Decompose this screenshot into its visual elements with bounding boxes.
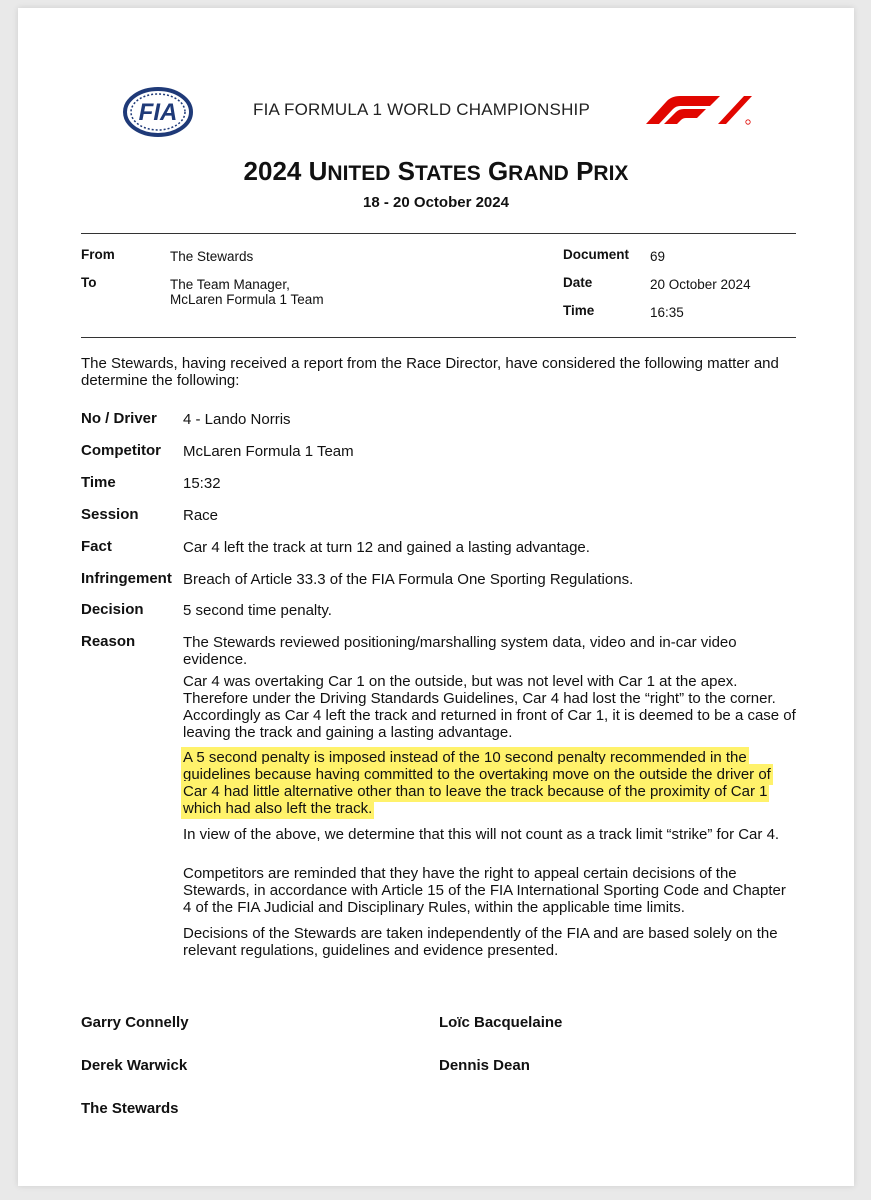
decision-label: Decision: [81, 601, 144, 618]
driver-label: No / Driver: [81, 410, 157, 427]
to-label: To: [81, 275, 97, 290]
fia-logo-icon: [122, 86, 194, 138]
competitor-value: McLaren Formula 1 Team: [183, 443, 354, 460]
signature-garry-connelly: Garry Connelly: [81, 1014, 189, 1031]
reason-paragraph-4: In view of the above, we determine that this will not count as a track limit “strike” for Car 4.: [183, 826, 780, 843]
time-value: 16:35: [650, 305, 684, 320]
stewards-footer: The Stewards: [81, 1100, 179, 1117]
f1-logo-icon: [644, 94, 752, 126]
driver-value: 4 - Lando Norris: [183, 411, 291, 428]
reason-paragraph-5: Competitors are reminded that they have the right to appeal certain decisions of the Stewards, in accordance with Article 15 of the FIA International Sporting Code and Chapter 4 of the FIA Judicial and Disciplinary Rules, within the applicable time limits.: [183, 865, 786, 916]
session-value: Race: [183, 507, 219, 524]
decision-value: 5 second time penalty.: [183, 602, 332, 619]
highlighted-text: A 5 second penalty is imposed instead of the 10 second penalty recommended in the guidelines because having committed to the overtaking move on the outside the driver of Car 4 had little alternative other than to leave the track because of the proximity of Car 1 which had also left the track.: [183, 749, 771, 817]
infringement-value: Breach of Article 33.3 of the FIA Formula One Sporting Regulations.: [183, 571, 634, 588]
session-label: Session: [81, 506, 139, 523]
document-label: Document: [563, 247, 630, 262]
date-label: Date: [563, 275, 593, 290]
reason-label: Reason: [81, 633, 136, 650]
date-value: 20 October 2024: [650, 277, 751, 292]
infringement-label: Infringement: [81, 570, 172, 587]
divider-top: [81, 233, 796, 234]
reason-paragraph-3-highlighted: [183, 749, 798, 817]
fact-label: Fact: [81, 538, 112, 555]
competitor-label: Competitor: [81, 442, 161, 459]
reason-paragraph-1: The Stewards reviewed positioning/marshalling system data, video and in-car video evidence.: [183, 634, 737, 668]
from-value: The Stewards: [170, 249, 254, 264]
document-page: [18, 8, 854, 1186]
document-number: 69: [650, 249, 666, 264]
signature-loic-bacquelaine: Loïc Bacquelaine: [439, 1014, 563, 1031]
divider-bottom: [81, 337, 796, 338]
incident-time-label: Time: [81, 474, 116, 491]
reason-paragraph-2: Car 4 was overtaking Car 1 on the outside, but was not level with Car 1 at the apex. Therefore under the Driving Standards Guidelines, Car 4 had lost the “right” to the corner. Accordingly as Car 4 left the track and returned in front of Car 1, it is deemed to be a case of leaving the track and gaining a lasting advantage.: [183, 673, 796, 741]
intro-paragraph: The Stewards, having received a report from the Race Director, have considered the following matter and determine the following:: [81, 355, 779, 389]
incident-time-value: 15:32: [183, 475, 221, 492]
to-value: The Team Manager, McLaren Formula 1 Team: [170, 277, 324, 307]
reason-paragraph-6: Decisions of the Stewards are taken independently of the FIA and are based solely on the relevant regulations, guidelines and evidence presented.: [183, 925, 778, 959]
event-dates: 18 - 20 October 2024: [363, 194, 509, 211]
signature-derek-warwick: Derek Warwick: [81, 1057, 188, 1074]
fact-value: Car 4 left the track at turn 12 and gained a lasting advantage.: [183, 539, 590, 556]
time-label: Time: [563, 303, 595, 318]
fia-logo-text: FIA: [138, 99, 178, 126]
championship-name: FIA FORMULA 1 WORLD CHAMPIONSHIP: [253, 100, 591, 119]
from-label: From: [81, 247, 115, 262]
signature-dennis-dean: Dennis Dean: [439, 1057, 530, 1074]
document-title: 2024 UNITED STATES GRAND PRIX: [243, 156, 629, 186]
